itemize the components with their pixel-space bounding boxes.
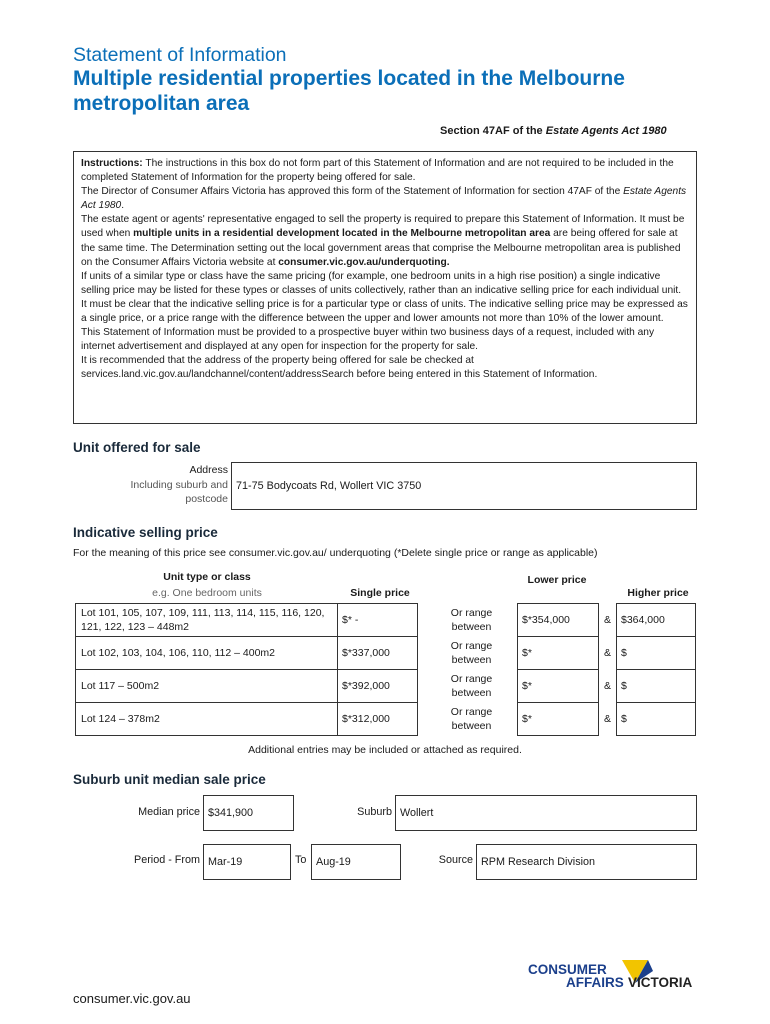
suburb-field[interactable]: Wollert <box>395 795 697 831</box>
ampersand: & <box>603 647 611 659</box>
period-from-field[interactable]: Mar-19 <box>203 844 291 880</box>
source-label: Source <box>438 854 473 866</box>
unit-type-cell[interactable]: Lot 101, 105, 107, 109, 111, 113, 114, 115, 116, 120, 121, 122, 123 – 448m2 <box>76 604 338 637</box>
address-field[interactable]: 71-75 Bodycoats Rd, Wollert VIC 3750 <box>231 462 697 510</box>
higher-price-cell[interactable]: $ <box>617 637 696 670</box>
unit-type-cell[interactable]: Lot 102, 103, 104, 106, 110, 112 – 400m2 <box>76 637 338 670</box>
logo-line-consumer: CONSUMER <box>528 962 607 977</box>
table-row <box>76 670 696 703</box>
single-price-cell[interactable]: $*392,000 <box>338 670 418 703</box>
section-reference: Section 47AF of the Estate Agents Act 1980 <box>440 125 667 137</box>
suburb-label: Suburb <box>357 806 392 818</box>
form-subtitle: Multiple residential properties located in the Melbourne metropolitan area <box>73 67 625 115</box>
logo-line-affairs: AFFAIRS <box>566 975 624 990</box>
col-single-price: Single price <box>350 587 410 599</box>
table-row <box>76 703 696 736</box>
col-higher-price: Higher price <box>627 587 689 599</box>
underquoting-link[interactable]: consumer.vic.gov.au/underquoting. <box>278 256 450 268</box>
footer-website[interactable]: consumer.vic.gov.au <box>73 991 191 1006</box>
ampersand: & <box>603 713 611 725</box>
higher-price-cell[interactable]: $364,000 <box>617 604 696 637</box>
ampersand: & <box>603 680 611 692</box>
form-title: Statement of Information <box>73 44 287 66</box>
median-price-field[interactable]: $341,900 <box>203 795 294 831</box>
lower-price-cell[interactable]: $* <box>518 703 599 736</box>
or-range-label: Or range between <box>450 673 493 699</box>
table-row <box>76 637 696 670</box>
or-range-label: Or range between <box>450 706 493 732</box>
or-range-label: Or range between <box>450 640 493 666</box>
col-unit-type: Unit type or class <box>163 571 251 583</box>
col-unit-example: e.g. One bedroom units <box>152 587 262 599</box>
unit-type-cell[interactable]: Lot 117 – 500m2 <box>76 670 338 703</box>
median-price-heading: Suburb unit median sale price <box>73 772 266 787</box>
col-lower-price: Lower price <box>527 574 587 586</box>
lower-price-cell[interactable]: $*354,000 <box>518 604 599 637</box>
lower-price-cell[interactable]: $* <box>518 637 599 670</box>
address-label: Address Including suburb and postcode <box>130 464 228 505</box>
higher-price-cell[interactable]: $ <box>617 670 696 703</box>
price-table <box>75 603 696 736</box>
single-price-cell[interactable]: $* - <box>338 604 418 637</box>
lower-price-cell[interactable]: $* <box>518 670 599 703</box>
period-to-label: To <box>295 854 307 866</box>
table-row <box>76 604 696 637</box>
indicative-price-note: For the meaning of this price see consumer.vic.gov.au/ underquoting (*Delete single price or range as applicable) <box>73 547 598 559</box>
consumer-affairs-victoria-logo <box>528 957 708 997</box>
period-to-field[interactable]: Aug-19 <box>311 844 401 880</box>
source-field[interactable]: RPM Research Division <box>476 844 697 880</box>
period-from-label: Period - From <box>134 854 200 866</box>
ampersand: & <box>603 614 611 626</box>
additional-entries-note: Additional entries may be included or attached as required. <box>248 744 522 756</box>
unit-type-cell[interactable]: Lot 124 – 378m2 <box>76 703 338 736</box>
logo-graphic <box>528 957 708 997</box>
indicative-price-heading: Indicative selling price <box>73 525 218 540</box>
instructions-box: Instructions: The instructions in this box do not form part of this Statement of Information and are not required to be included in the completed Statement of Information for the property being offered for sale. The Director of Consumer Affairs Victoria has approved this form of the Statement of Information for section 47AF of the Estate Agents Act 1980. The estate agent or agents' representative engaged to sell the property is required to prepare this Statement of Information. It must be used when multiple units in a residential development located in the Melbourne metropolitan area are being offered for sale at the same time. The Determination setting out the local government areas that comprise the Melbourne metropolitan area is published on the Consumer Affairs Victoria website at consumer.vic.gov.au/underquoting. If units of a similar type or class have the same pricing (for example, one bedroom units in a high rise position) a single indicative selling price may be listed for these types or classes of units collectively, rather than an indicative selling price for each individual unit. It must be clear that the indicative selling price is for a particular type or class of units. The indicative selling price may be expressed as a single price, or a price range with the difference between the upper and lower amounts not more than 10% of the lower amount. This Statement of Information must be provided to a prospective buyer within two business days of a request, included with any internet advertisement and displayed at any open for inspection for the property for sale. It is recommended that the address of the property being offered for sale be checked at services.land.vic.gov.au/landchannel/content/addressSearch before being entered in this Statement of Information. <box>73 151 697 424</box>
median-price-label: Median price <box>138 806 200 818</box>
unit-offered-heading: Unit offered for sale <box>73 440 201 455</box>
or-range-label: Or range between <box>450 607 493 633</box>
higher-price-cell[interactable]: $ <box>617 703 696 736</box>
single-price-cell[interactable]: $*337,000 <box>338 637 418 670</box>
logo-line-victoria: VICTORIA <box>628 975 693 990</box>
instructions-label: Instructions: <box>81 158 143 169</box>
single-price-cell[interactable]: $*312,000 <box>338 703 418 736</box>
